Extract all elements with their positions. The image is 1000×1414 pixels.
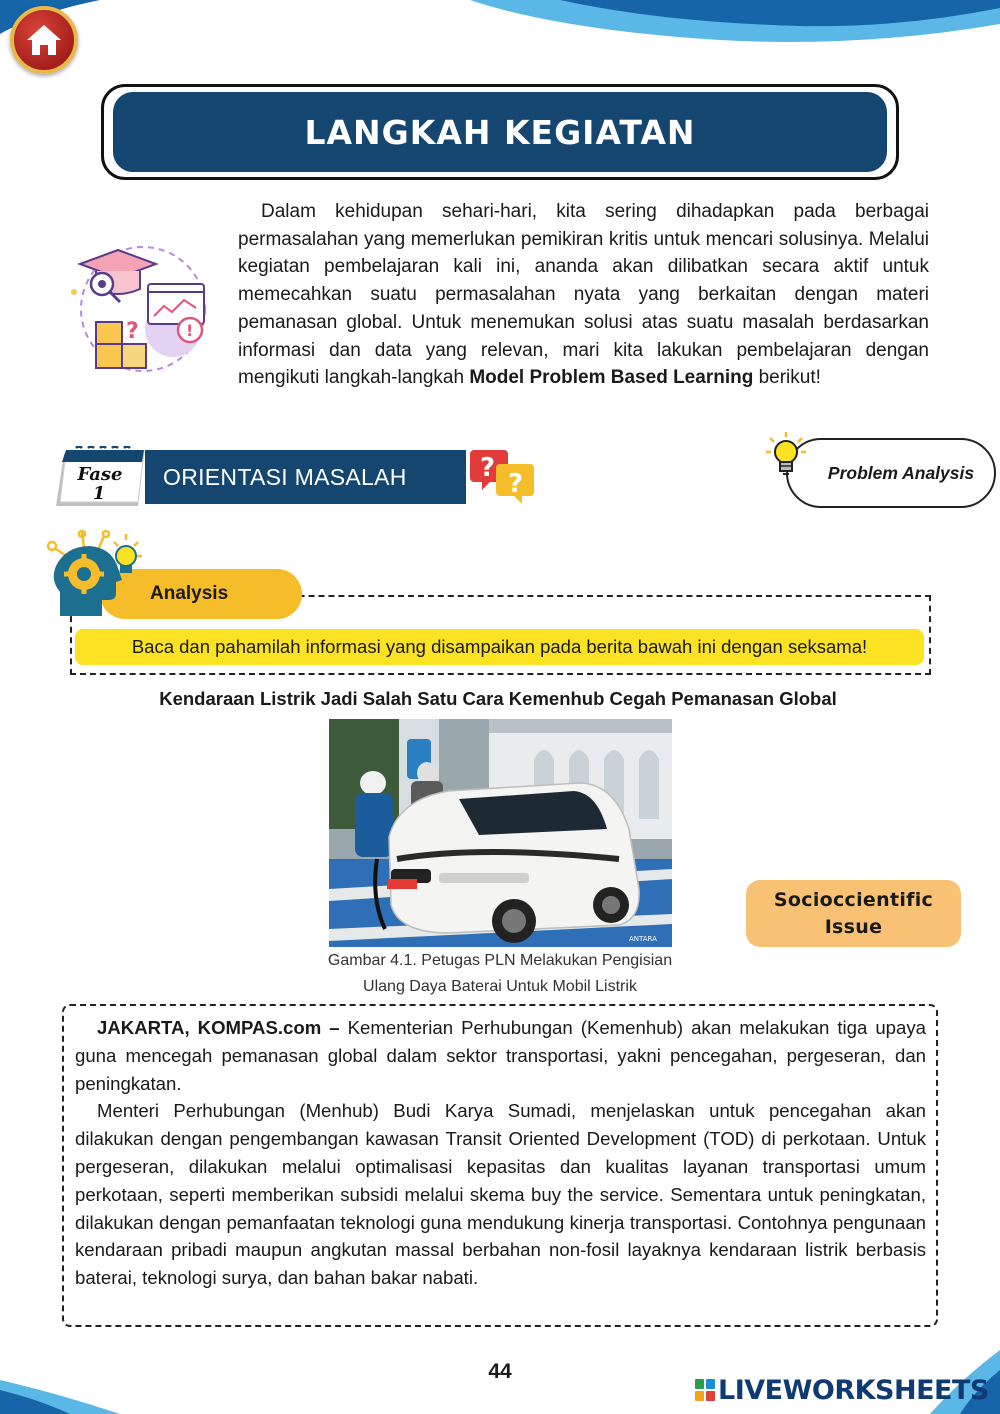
svg-text:?: ?	[126, 319, 139, 344]
article-paragraph-1-text: Kementerian Perhubungan (Kemenhub) akan melakukan tiga upaya guna mencegah pemanasan global dalam sektor transportasi, yakni pencegahan, pergeseran, dan peningkatan.	[75, 1017, 926, 1094]
page-number: 44	[488, 1360, 512, 1383]
socioscientific-issue-badge	[746, 880, 961, 947]
article-dateline: JAKARTA, KOMPAS.com –	[97, 1017, 340, 1038]
phase-title: ORIENTASI MASALAH	[163, 463, 407, 490]
intro-text-end: berikut!	[753, 367, 821, 389]
question-marks-icon	[470, 446, 536, 506]
phase-number: 1	[92, 483, 106, 504]
light-bulb-icon	[764, 430, 808, 478]
svg-text:!: !	[186, 321, 194, 340]
svg-text:?: ?	[480, 453, 496, 483]
problem-analysis-pill	[786, 438, 996, 508]
problem-solving-illustration-icon	[68, 244, 218, 374]
title-banner	[113, 92, 887, 172]
analysis-label: Analysis	[150, 583, 229, 604]
phase-calendar-card	[52, 446, 147, 508]
thinking-head-gear-icon	[46, 530, 152, 622]
instruction-banner	[75, 629, 924, 665]
phase-title-bar	[145, 450, 466, 504]
caption-line-2: Ulang Daya Baterai Untuk Mobil Listrik	[363, 978, 637, 995]
svg-text:?: ?	[508, 469, 524, 499]
home-icon	[24, 22, 64, 58]
photo-caption	[300, 948, 700, 1000]
badge-line-1: Socioccientific	[773, 888, 934, 911]
liveworksheets-mark-icon	[694, 1378, 716, 1402]
liveworksheets-logo[interactable]	[694, 1373, 989, 1407]
problem-analysis-label: Problem Analysis	[827, 462, 975, 483]
intro-text: Dalam kehidupan sehari-hari, kita sering dihadapkan pada berbagai permasalahan yang memerlukan pemikiran kritis untuk mencari solusinya. Melalui kegiatan pembelajaran kali ini, ananda akan dilibatkan secara aktif untuk memecahkan suatu permasalahan nyata yang berkaitan dengan materi pemanasan global. Untuk menemukan solusi atas suatu masalah berdasarkan informasi dan data yang relevan, mari kita lakukan pembelajaran dengan mengikuti langkah-langkah	[238, 201, 929, 389]
top-wave-decoration	[0, 0, 1000, 60]
phase-label: Fase	[77, 464, 123, 485]
instruction-text: Baca dan pahamilah informasi yang disampaikan pada berita bawah ini dengan seksama!	[131, 636, 868, 657]
electric-car-charging-illustration	[329, 719, 672, 947]
article-paragraph-2: Menteri Perhubungan (Menhub) Budi Karya Sumadi, menjelaskan untuk pencegahan akan dilakukan dengan pengembangan kawasan Transit Oriented Development (TOD) di perkotaan. Untuk pergeseran, dilakukan melalui optimalisasi kepasitas dan kualitas layanan transportasi umum perkotaan, seperti memberikan subsidi melalui skema buy the service. Sementara untuk peningkatan, dilakukan dengan pemanfaatan teknologi guna mendukung kinerja transportasi. Contohnya pengunaan kendaraan pribadi maupun angkutan massal berbahan non-fosil layaknya kendaraan listrik berbasis baterai, teknologi surya, dan bahan bakar nabati.	[75, 1100, 926, 1289]
badge-line-2: Issue	[824, 915, 883, 938]
home-button[interactable]	[10, 6, 78, 74]
intro-paragraph	[238, 198, 929, 392]
news-headline: Kendaraan Listrik Jadi Salah Satu Cara Kemenhub Cegah Pemanasan Global	[159, 688, 837, 709]
article-paragraph-1	[75, 1014, 926, 1097]
photo-watermark: ANTARA	[629, 935, 657, 943]
page-title: LANGKAH KEGIATAN	[304, 112, 696, 152]
news-photo	[329, 719, 672, 947]
caption-line-1: Gambar 4.1. Petugas PLN Melakukan Pengisian	[327, 952, 673, 969]
news-article-box	[62, 1004, 938, 1327]
intro-model-name: Model Problem Based Learning	[469, 367, 754, 389]
liveworksheets-brand: LIVEWORKSHEETS	[718, 1374, 989, 1406]
